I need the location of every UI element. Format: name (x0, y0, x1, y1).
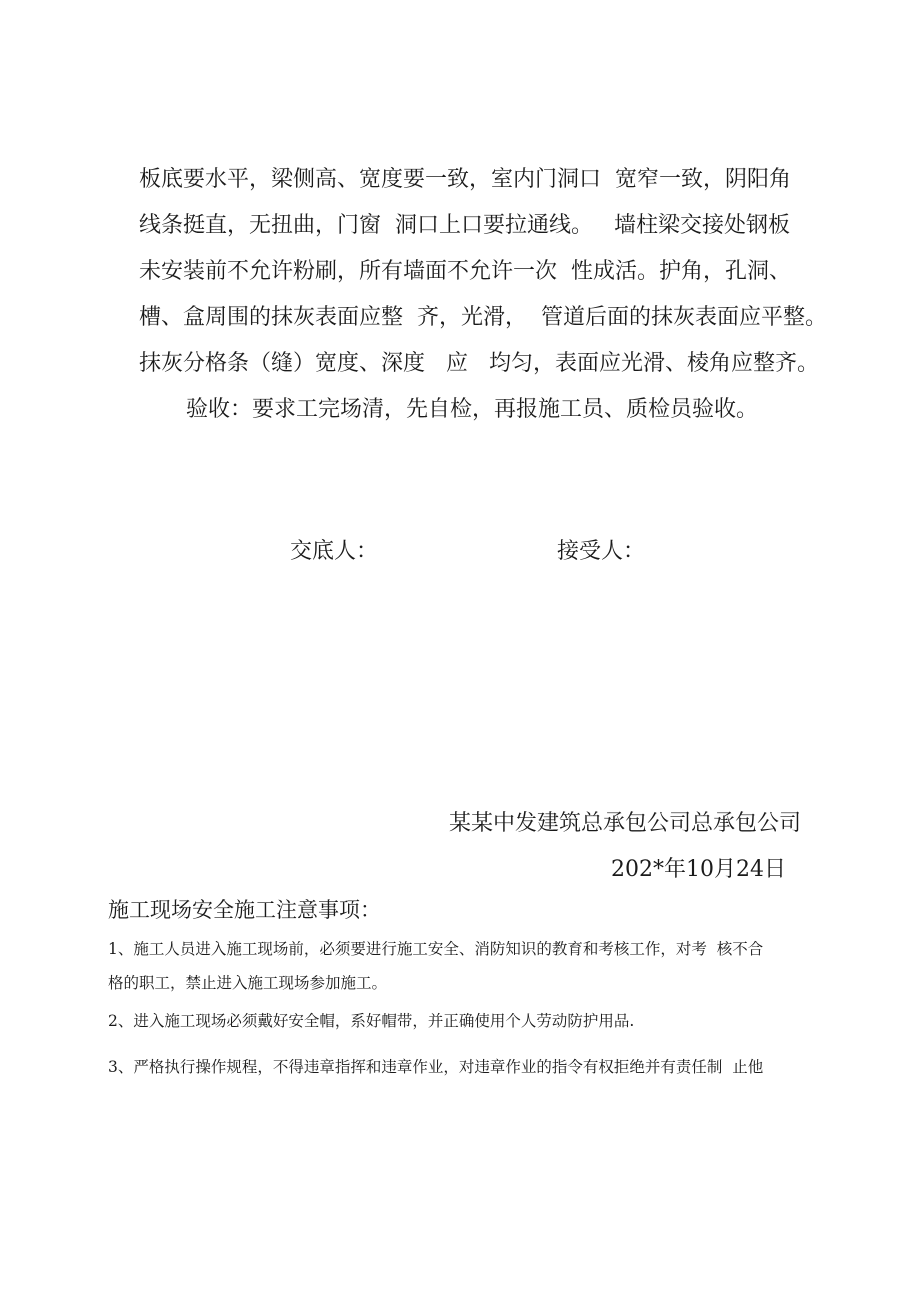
body-line-3: 未安装前不允许粉刷，所有墙面不允许一次 性成活。护角，孔洞、 (139, 259, 791, 284)
receiver-signature-label: 接受人： (557, 539, 646, 564)
document-date: 202*年10月24日 (611, 857, 786, 882)
body-line-5: 抹灰分格条（缝）宽度、深度 应 均匀，表面应光滑、棱角应整齐。 (139, 351, 819, 376)
body-line-2: 线条挺直，无扭曲，门窗 洞口上口要拉通线。 墙柱梁交接处钢板 (139, 213, 790, 238)
safety-item-1-line-1: 1、施工人员进入施工现场前，必须要进行施工安全、消防知识的教育和考核工作，对考 核不合 (108, 940, 764, 958)
body-line-4: 槽、盒周围的抹灰表面应整 齐，光滑， 管道后面的抹灰表面应平整。 (139, 305, 827, 330)
acceptance-line: 验收：要求工完场清，先自检，再报施工员、质检员验收。 (186, 397, 759, 422)
company-name: 某某中发建筑总承包公司总承包公司 (449, 811, 802, 836)
handover-signature-label: 交底人： (290, 539, 379, 564)
safety-item-1-line-2: 格的职工，禁止进入施工现场参加施工。 (108, 974, 388, 992)
safety-title: 施工现场安全施工注意事项： (108, 898, 381, 922)
body-line-1: 板底要水平，梁侧高、宽度要一致，室内门洞口 宽窄一致，阴阳角 (139, 167, 791, 192)
safety-item-2: 2、进入施工现场必须戴好安全帽，系好帽带，并正确使用个人劳动防护用品. (108, 1012, 635, 1030)
safety-item-3: 3、严格执行操作规程，不得违章指挥和违章作业，对违章作业的指令有权拒绝并有责任制 止他 (108, 1058, 764, 1076)
